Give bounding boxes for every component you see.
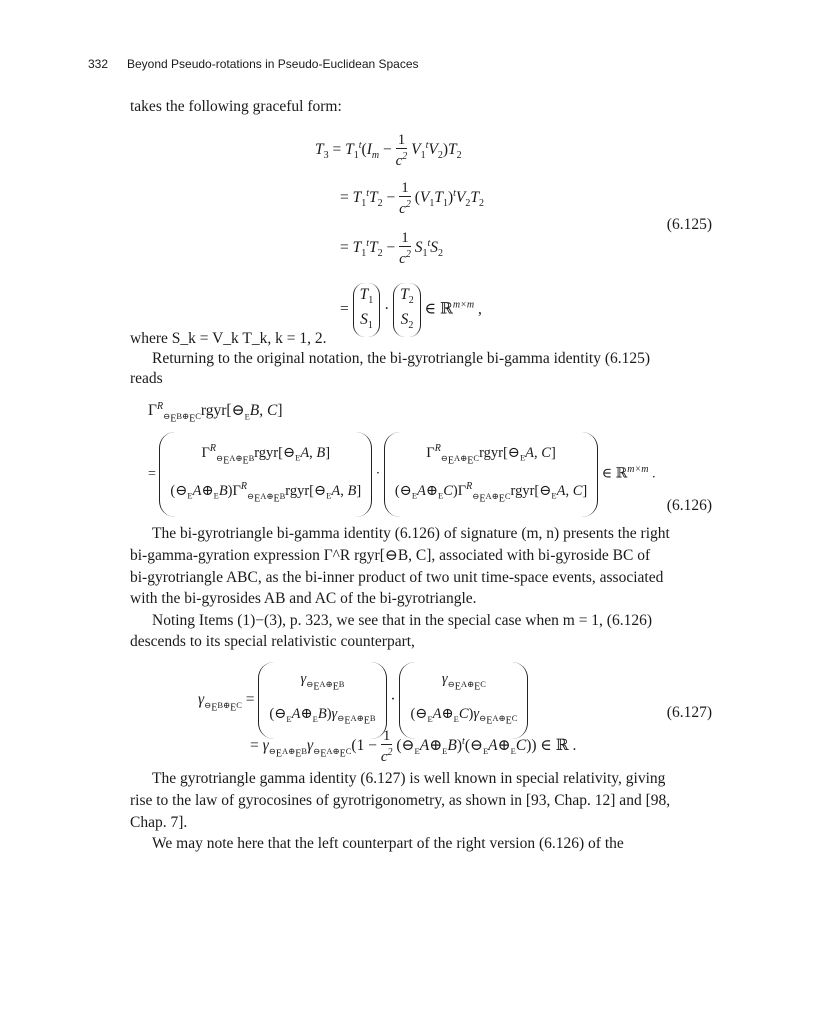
para2-line2: bi-gamma-gyration expression Γ^R rgyr[⊖B, C], associated with bi-gyroside BC of [130, 547, 651, 564]
eq127-label: (6.127) [666, 704, 712, 721]
eq127-row2: = $\gamma_{⊖_EA\oplus_EB}\gamma_{⊖_EA\oplus_EC}(1$ − $\frac{1}{c^2}$ $(⊖_EA\oplus_EB)^t(⊖_EA\oplus_EC)$) ∈ ℝ . [250, 728, 577, 765]
para1-line2: reads [130, 370, 163, 387]
eq125-row2: = $T_1^tT_2$ − $\frac{1}{c^2}$ $(V_1T_1)^tV_2T_2$ [340, 180, 485, 217]
para2-line1: The bi-gyrotriangle bi-gamma identity (6.126) of signature (m, n) presents the right [152, 525, 670, 542]
eq126-rhs: = $\Gamma^R_{⊖_EA\oplus_EB}rgyr[⊖_EA$, B] $(⊖_EA\oplus_EB)\Gamma^R_{⊖_EA\oplus_EB}rgyr[⊖_EA$, $B] \cdot \Gamma^R_{⊖_EA\oplus_EC}rgyr[⊖_EA$, C] $(⊖_EA\oplus_EC)\Gamma^R_{⊖_EA\oplus_EC}rgyr[⊖_EA$, C] ∈ ℝ$^{m\times m}$ . [148, 432, 655, 517]
where-line: where S_k = V_k T_k, k = 1, 2. [130, 330, 327, 347]
para4-line1: The gyrotriangle gamma identity (6.127) is well known in special relativity, giving [152, 770, 666, 787]
eq125-row4: = $T_1$ $S_1 \cdot T_2$ $S_2$ ∈ ℝ$^{m\times m}$ , [340, 283, 482, 337]
intro-line: takes the following graceful form: [130, 98, 342, 115]
eq126-label: (6.126) [666, 497, 712, 514]
eq125-label: (6.125) [666, 216, 712, 233]
eq125-row1: $T_3 = T_1^t(I_m$ − $\frac{1}{c^2}$ $V_1^tV_2)T_2$ [315, 132, 462, 169]
running-title: Beyond Pseudo-rotations in Pseudo-Euclidean Spaces [127, 57, 419, 71]
eq126-lhs: $\Gamma^R_{⊖_EB\oplus_EC}rgyr[⊖_EB$, C] [148, 401, 283, 425]
para3-line2: descends to its special relativistic counterpart, [130, 633, 415, 650]
para5-line1: We may note here that the left counterpart of the right version (6.126) of the [152, 835, 624, 852]
para3-line1: Noting Items (1)−(3), p. 323, we see that in the special case when m = 1, (6.126) [152, 612, 653, 629]
page-number: 332 [88, 57, 109, 71]
para4-line2: rise to the law of gyrocosines of gyrotrigonometry, as shown in [93, Chap. 12] and [98, [130, 792, 671, 809]
para2-line3: bi-gyrotriangle ABC, as the bi-inner product of two unit time-space events, associated [130, 569, 664, 586]
para4-line3: Chap. 7]. [130, 814, 188, 831]
eq125-row3: = $T_1^tT_2$ − $\frac{1}{c^2}$ $S_1^tS_2$ [340, 230, 443, 267]
para1-line1: Returning to the original notation, the bi-gyrotriangle bi-gamma identity (6.125) [152, 350, 651, 367]
eq127-row1: $\gamma_{⊖_EB\oplus_EC} = \gamma_{⊖_EA\oplus_EB}$ $(⊖_EA\oplus_EB)\gamma_{⊖_EA\oplus_EB} \cdot \gamma_{⊖_EA\oplus_EC}$ $(⊖_EA\oplus_EC)\gamma_{⊖_EA\oplus_EC}$ [198, 662, 528, 739]
para2-line4: with the bi-gyrosides AB and AC of the bi-gyrotriangle. [130, 590, 477, 607]
